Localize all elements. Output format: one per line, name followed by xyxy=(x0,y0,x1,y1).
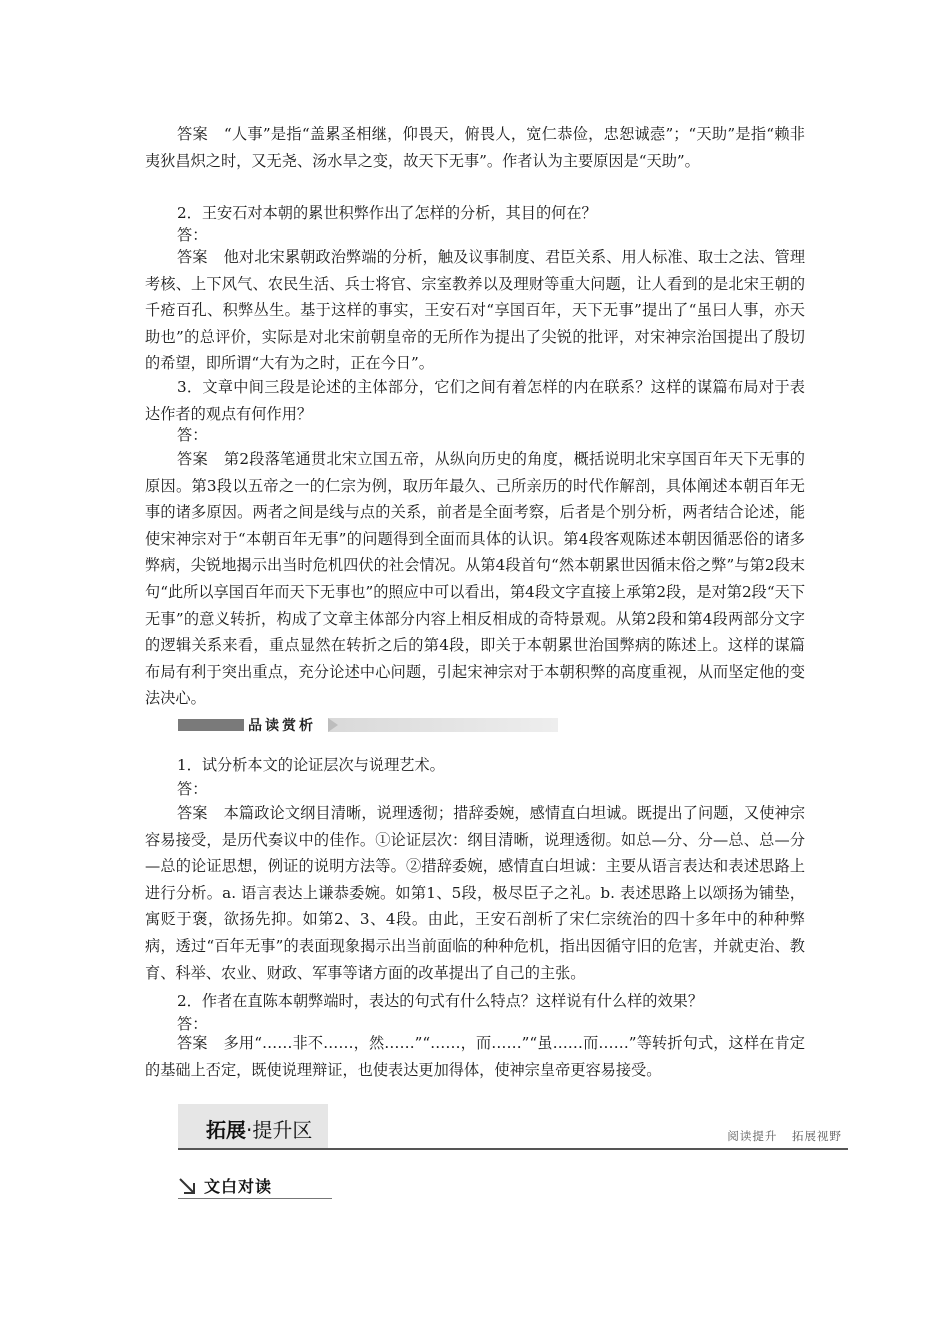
answer-text: 他对北宋累朝政治弊端的分析，触及议事制度、君臣关系、用人标准、取士之法、管理考核、上下风气、农民生活、兵士将官、宗室教养以及理财等重大问题，让人看到的是北宋王朝的千疮百孔、积弊丛生。基于这样的事实，王安石对“享国百年，天下无事”提出了“虽曰人事，亦天助也”的总评价，实际是对北宋前朝皇帝的无所作为提出了尖锐的批评，对宋神宗治国提出了殷切的希望，即所谓“大有为之时，正在今日”。 xyxy=(145,248,806,373)
answer-text: “人事”是指“盖累圣相继，仰畏天，俯畏人，宽仁恭俭，忠恕诚悫”；“天助”是指“赖非夷狄昌炽之时，又无尧、汤水旱之变，故天下无事”。作者认为主要原因是“天助”。 xyxy=(145,125,805,170)
answer-prompt: 答： xyxy=(177,426,208,444)
section-title: 文白对读 xyxy=(204,1177,273,1196)
section-underline xyxy=(178,1198,332,1199)
extension-title xyxy=(206,1114,312,1143)
answer-prompt: 答： xyxy=(177,226,208,244)
appreciation-answer-1 xyxy=(145,800,805,986)
answer-text: 多用“……非不……，然……”“……，而……”“虽……而……”等转折句式，这样在肯定的基础上否定，既使说理辩证，也使表达更加得体，使神宗皇帝更容易接受。 xyxy=(145,1034,805,1079)
extension-divider xyxy=(178,1148,848,1150)
section-header-wenbai xyxy=(178,1172,332,1200)
appreciation-answer-2 xyxy=(145,1030,805,1083)
extension-header xyxy=(178,1104,848,1150)
extension-title-bold: 拓展 xyxy=(206,1118,246,1142)
section-bar-dark xyxy=(178,719,244,731)
extension-title-rest: ·提升区 xyxy=(246,1118,313,1142)
answer-prompt: 答： xyxy=(177,1015,208,1033)
extension-subtitle: 阅读提升 拓展视野 xyxy=(727,1129,842,1143)
answer-prompt: 答： xyxy=(177,780,208,798)
question-3: 3．文章中间三段是论述的主体部分，它们之间有着怎样的内在联系？这样的谋篇布局对于表达作者的观点有何作用？ xyxy=(145,378,805,423)
answer-label: 答案 xyxy=(177,1034,208,1052)
appreciation-question-2: 2．作者在直陈本朝弊端时，表达的句式有什么特点？这样说有什么样的效果？ xyxy=(177,992,704,1010)
answer-label: 答案 xyxy=(177,450,208,468)
section-header-appreciation xyxy=(178,716,558,734)
answer-paragraph-2 xyxy=(145,244,805,377)
answer-label: 答案 xyxy=(177,804,208,822)
question-2: 2．王安石对本朝的累世积弊作出了怎样的分析，其目的何在？ xyxy=(177,204,597,222)
section-title: 品读赏析 xyxy=(248,718,316,734)
appreciation-question-1: 1．试分析本文的论证层次与说理艺术。 xyxy=(177,756,445,774)
answer-text: 本篇政论文纲目清晰，说理透彻；措辞委婉，感情直白坦诚。既提出了问题，又使神宗容易接受，是历代奏议中的佳作。①论证层次：纲目清晰，说理透彻。如总—分、分—总、总—分—总的论证思想，例证的说明方法等。②措辞委婉，感情直白坦诚：主要从语言表达和表述思路上进行分析。a. 语言表达上谦恭委婉。如第1、5段，极尽臣子之礼。b. 表述思路上以颂扬为铺垫，寓贬于褒，欲扬先抑。如第2、3、4段。由此，王安石剖析了宋仁宗统治的四十多年中的种种弊病，透过“百年无事”的表面现象揭示出当前面临的种种危机，指出因循守旧的危害，并就吏治、教育、科举、农业、财政、军事等诸方面的改革提出了自己的主张。 xyxy=(145,804,806,982)
diagonal-arrow-icon xyxy=(178,1177,196,1195)
answer-paragraph-1 xyxy=(145,121,805,174)
answer-text: 第2段落笔通贯北宋立国五帝，从纵向历史的角度，概括说明北宋享国百年天下无事的原因。第3段以五帝之一的仁宗为例，取历年最久、己所亲历的时代作解剖，具体阐述本朝百年无事的诸多原因。两者之间是线与点的关系，前者是全面考察，后者是个别分析，两者结合论述，能使宋神宗对于“本朝百年无事”的问题得到全面而具体的认识。第4段客观陈述本朝因循恶俗的诸多弊病，尖锐地揭示出当时危机四伏的社会情况。从第4段首句“然本朝累世因循末俗之弊”与第2段末句“此所以享国百年而天下无事也”的照应中可以看出，第4段文字直接上承第2段，是对第2段“天下无事”的意义转折，构成了文章主体部分内容上相反相成的奇特景观。从第2段和第4段两部分文字的逻辑关系来看，重点显然在转折之后的第4段，即关于本朝累世治国弊病的陈述上。这样的谋篇布局有利于突出重点，充分论述中心问题，引起宋神宗对于本朝积弊的高度重视，从而坚定他的变法决心。 xyxy=(145,450,805,708)
answer-paragraph-3 xyxy=(145,446,805,712)
answer-label: 答案 xyxy=(177,125,208,143)
answer-label: 答案 xyxy=(177,248,208,266)
section-arrow-icon xyxy=(328,718,338,732)
section-bar-light xyxy=(328,718,558,732)
